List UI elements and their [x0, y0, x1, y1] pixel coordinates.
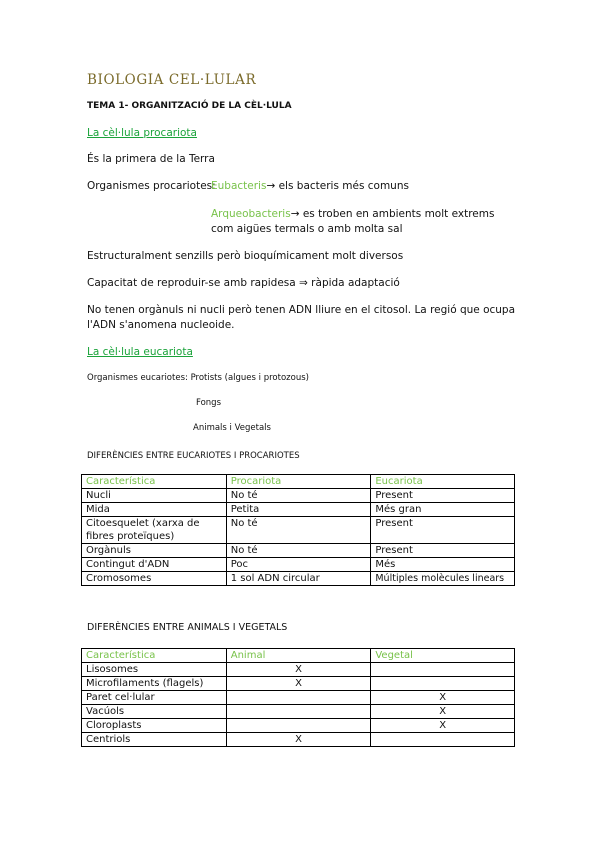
table-row [82, 517, 515, 544]
table-header-row [82, 475, 515, 489]
arqueobacteris-term: Arqueobacteris [211, 208, 291, 220]
table-cell: Mida [82, 503, 227, 517]
document-title: BIOLOGIA CEL·LULAR [87, 72, 257, 88]
table-cell [371, 663, 515, 677]
table-cell: Contingut d'ADN [82, 558, 227, 572]
table-cell [371, 677, 515, 691]
table-cell: Vacúols [82, 705, 227, 719]
table-row [82, 503, 515, 517]
table-cell: X [226, 733, 371, 747]
table-row [82, 544, 515, 558]
prok-line-4: Capacitat de reproduir-se amb rapidesa ⇒ ràpida adaptació [87, 277, 400, 289]
prok-line-3: Estructuralment senzills però bioquímicament molt diversos [87, 250, 404, 262]
table-cell: No té [226, 517, 371, 544]
table-cell: Citoesquelet (xarxa de fibres proteïques) [82, 517, 227, 544]
table-cell: X [371, 719, 515, 733]
table2-caption: DIFERÈNCIES ENTRE ANIMALS I VEGETALS [87, 622, 288, 633]
table-cell [371, 733, 515, 747]
table-cell: No té [226, 489, 371, 503]
table-cell: X [226, 677, 371, 691]
table-cell: Centriols [82, 733, 227, 747]
table1-caption: DIFERÈNCIES ENTRE EUCARIOTES I PROCARIOTES [87, 451, 300, 461]
table-cell: Lisosomes [82, 663, 227, 677]
eubacteris-line [211, 180, 409, 192]
table-cell: Present [371, 517, 515, 544]
table-row [82, 691, 515, 705]
table-row [82, 489, 515, 503]
table-row [82, 677, 515, 691]
table-row [82, 558, 515, 572]
table-cell: X [371, 691, 515, 705]
prok-euk-table [81, 474, 515, 586]
table-cell: Cloroplasts [82, 719, 227, 733]
table-cell: Nucli [82, 489, 227, 503]
arqueobacteris-line [211, 207, 511, 237]
eubacteris-term: Eubacteris [211, 180, 267, 192]
header-cell: Característica [82, 649, 227, 663]
prok-line-5: No tenen orgànuls ni nucli però tenen ADN lliure en el citosol. La regió que ocupa l'ADN s'anomena nucleoide. [87, 304, 516, 331]
table-cell: Més [371, 558, 515, 572]
euk-fongs: Fongs [196, 398, 221, 408]
table-cell: Microfilaments (flagels) [82, 677, 227, 691]
table-cell [226, 705, 371, 719]
table-row [82, 572, 515, 586]
eubacteris-desc: → els bacteris més comuns [266, 180, 409, 192]
table-cell [226, 719, 371, 733]
header-cell: Característica [82, 475, 227, 489]
euk-organisms: Organismes eucariotes: Protists (algues i protozous) [87, 373, 309, 383]
header-cell: Procariota [226, 475, 371, 489]
table-cell: X [226, 663, 371, 677]
prokaryote-heading[interactable]: La cèl·lula procariota [87, 127, 197, 139]
table-header-row [82, 649, 515, 663]
table-cell: Petita [226, 503, 371, 517]
table-cell: No té [226, 544, 371, 558]
table-cell: Poc [226, 558, 371, 572]
table-cell: Més gran [371, 503, 515, 517]
table-row [82, 719, 515, 733]
table-cell: X [371, 705, 515, 719]
euk-animals: Animals i Vegetals [193, 423, 271, 433]
prok-line-1: És la primera de la Terra [87, 153, 215, 165]
table-cell: Cromosomes [82, 572, 227, 586]
table-cell: Paret cel·lular [82, 691, 227, 705]
prok-organisms-label: Organismes procariotes: [87, 180, 216, 192]
header-cell: Eucariota [371, 475, 515, 489]
table-cell [226, 691, 371, 705]
header-cell: Vegetal [371, 649, 515, 663]
table-cell: 1 sol ADN circular [226, 572, 371, 586]
header-cell: Animal [226, 649, 371, 663]
topic-heading: TEMA 1- ORGANITZACIÓ DE LA CÈL·LULA [87, 101, 292, 111]
table-row [82, 705, 515, 719]
table-row [82, 733, 515, 747]
eukaryote-heading[interactable]: La cèl·lula eucariota [87, 346, 193, 358]
arqueobacteris-desc: → es troben en ambients molt extrems com aigües termals o amb molta sal [211, 208, 495, 235]
table-row [82, 663, 515, 677]
table-cell: Múltiples molècules linears [371, 572, 515, 586]
animal-plant-table [81, 648, 515, 747]
table-cell: Present [371, 489, 515, 503]
table-cell: Orgànuls [82, 544, 227, 558]
table-cell: Present [371, 544, 515, 558]
